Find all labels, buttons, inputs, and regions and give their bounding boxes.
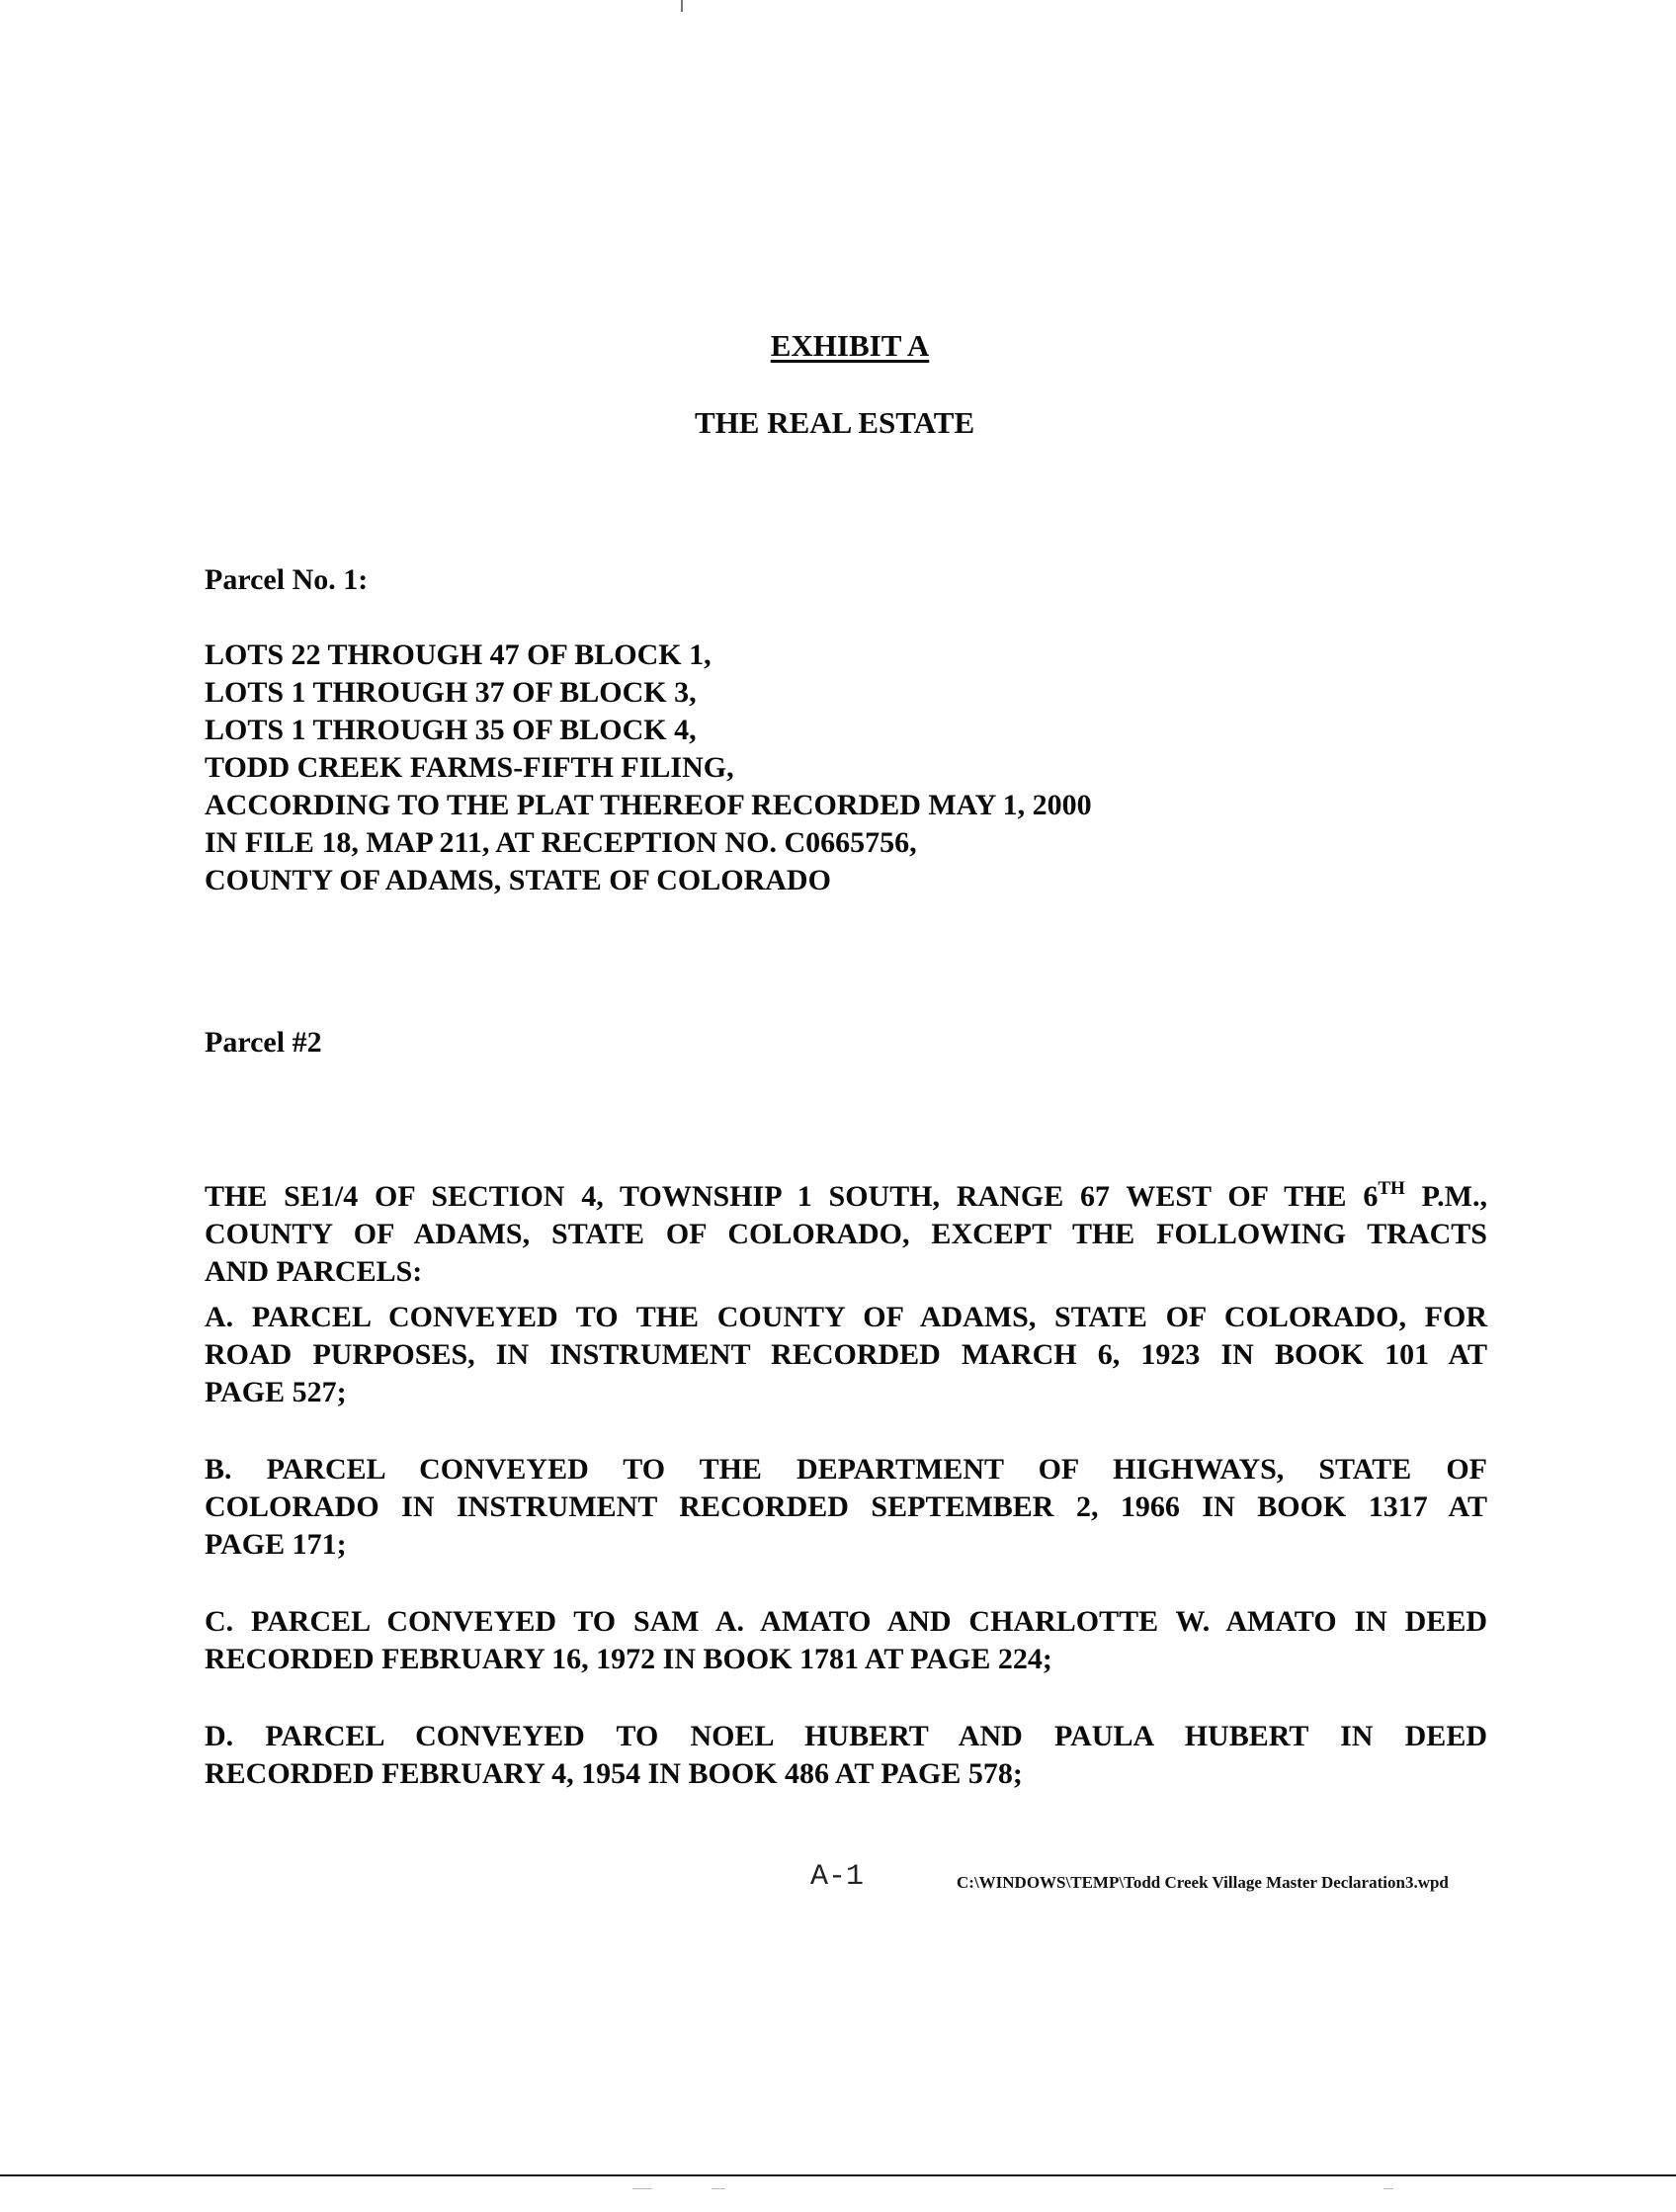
- exception-line: D. PARCEL CONVEYED TO NOEL HUBERT AND PAULA HUBERT IN DEED: [205, 1720, 1487, 1752]
- page-number: A-1: [810, 1860, 865, 1894]
- parcel-2-intro: [205, 1178, 1487, 1291]
- parcel-2-intro-text: THE SE1/4 OF SECTION 4, TOWNSHIP 1 SOUTH, RANGE 67 WEST OF THE 6: [205, 1180, 1379, 1213]
- parcel-1-label: Parcel No. 1:: [205, 563, 369, 596]
- exception-line: B. PARCEL CONVEYED TO THE DEPARTMENT OF HIGHWAYS, STATE OF: [205, 1453, 1487, 1486]
- exception-line: PAGE 527;: [205, 1376, 347, 1408]
- exception-line: COLORADO IN INSTRUMENT RECORDED SEPTEMBER 2, 1966 IN BOOK 1317 AT: [205, 1490, 1487, 1523]
- parcel-2-intro-text: P.M.,: [1404, 1180, 1487, 1213]
- exception-a: [205, 1299, 1487, 1411]
- exception-line: RECORDED FEBRUARY 16, 1972 IN BOOK 1781 AT PAGE 224;: [205, 1643, 1052, 1675]
- parcel-1-line: ACCORDING TO THE PLAT THEREOF RECORDED MAY 1, 2000: [205, 789, 1092, 821]
- exception-line: C. PARCEL CONVEYED TO SAM A. AMATO AND CHARLOTTE W. AMATO IN DEED: [205, 1605, 1487, 1638]
- parcel-2-intro-line: AND PARCELS:: [205, 1255, 423, 1288]
- file-path: C:\WINDOWS\TEMP\Todd Creek Village Master Declaration3.wpd: [957, 1873, 1449, 1892]
- document-subtitle: THE REAL ESTATE: [695, 405, 975, 440]
- parcel-1-line: LOTS 22 THROUGH 47 OF BLOCK 1,: [205, 638, 712, 671]
- exception-line: RECORDED FEBRUARY 4, 1954 IN BOOK 486 AT PAGE 578;: [205, 1757, 1023, 1790]
- exception-line: PAGE 171;: [205, 1528, 347, 1561]
- parcel-1-line: TODD CREEK FARMS-FIFTH FILING,: [205, 751, 734, 784]
- parcel-1-line: IN FILE 18, MAP 211, AT RECEPTION NO. C0665756,: [205, 826, 917, 859]
- scan-artifact: [712, 2188, 725, 2189]
- exhibit-title: EXHIBIT A: [770, 328, 930, 363]
- parcel-1-line: LOTS 1 THROUGH 35 OF BLOCK 4,: [205, 714, 697, 746]
- parcel-1-description: [205, 637, 1092, 899]
- parcel-2-intro-line: COUNTY OF ADAMS, STATE OF COLORADO, EXCEPT THE FOLLOWING TRACTS: [205, 1218, 1487, 1250]
- exception-c: [205, 1603, 1487, 1678]
- exception-line: A. PARCEL CONVEYED TO THE COUNTY OF ADAMS, STATE OF COLORADO, FOR: [205, 1301, 1487, 1333]
- exception-line: ROAD PURPOSES, IN INSTRUMENT RECORDED MARCH 6, 1923 IN BOOK 101 AT: [205, 1338, 1487, 1371]
- bottom-rule: [0, 2174, 1676, 2176]
- parcel-1-line: COUNTY OF ADAMS, STATE OF COLORADO: [205, 864, 831, 896]
- scan-artifact: [681, 0, 683, 12]
- parcel-2-intro-line: [205, 1178, 1487, 1216]
- parcel-1-line: LOTS 1 THROUGH 37 OF BLOCK 3,: [205, 676, 697, 709]
- exception-d: [205, 1718, 1487, 1793]
- parcel-2-label: Parcel #2: [205, 1026, 322, 1059]
- scan-artifact: [1383, 2188, 1393, 2189]
- ordinal-superscript: TH: [1378, 1178, 1405, 1199]
- exception-b: [205, 1451, 1487, 1564]
- scan-artifact: [632, 2188, 652, 2189]
